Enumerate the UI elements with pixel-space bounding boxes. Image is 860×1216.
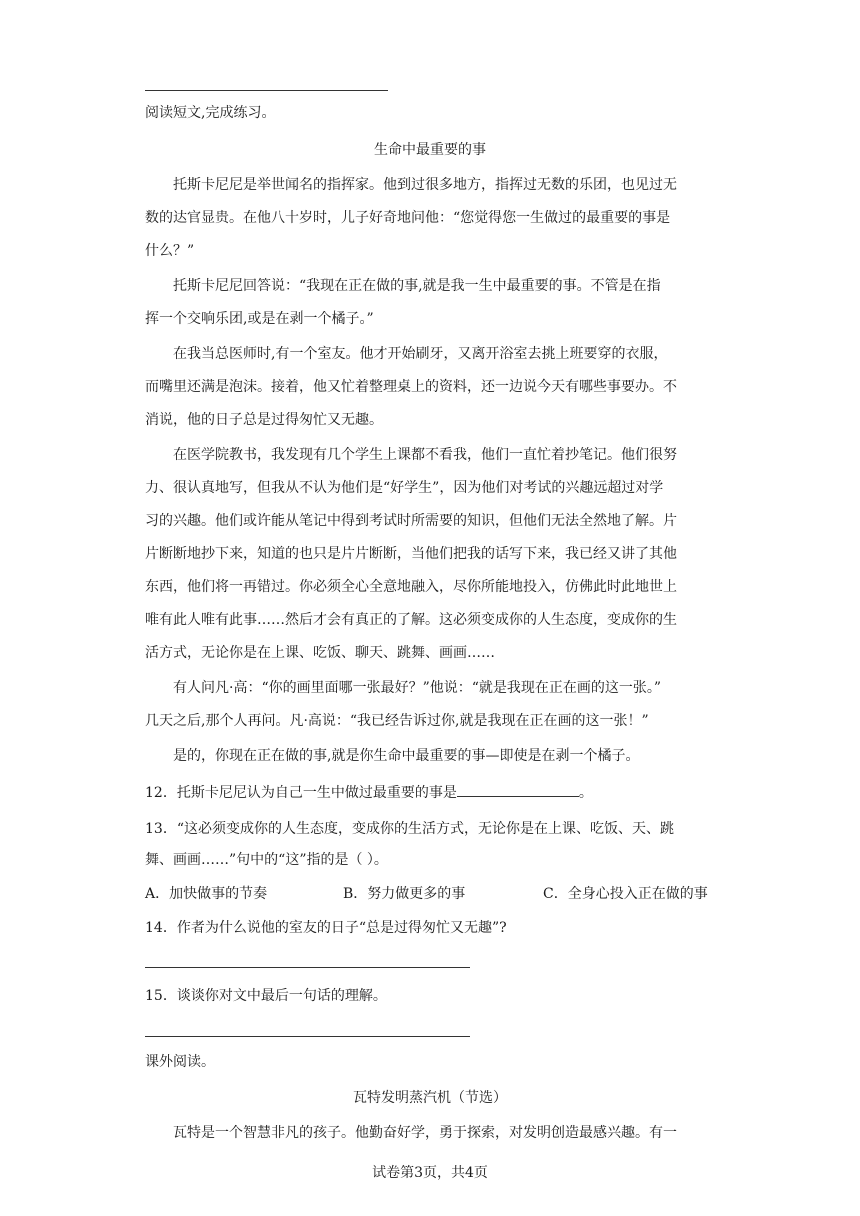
- option-c[interactable]: C．全身心投入正在做的事: [543, 886, 708, 902]
- passage-line: 挥一个交响乐团,或是在剥一个橘子。”: [145, 311, 374, 327]
- passage-line: 习的兴趣。他们或许能从笔记中得到考试时所需要的知识，但他们无法全然地了解。片: [145, 513, 677, 529]
- passage-line: 力、很认真地写，但我从不认为他们是“好学生”，因为他们对考试的兴趣远超过对学: [145, 480, 664, 496]
- reading-instruction: 阅读短文,完成练习。: [145, 105, 276, 121]
- passage-line: 消说，他的日子总是过得匆忙又无趣。: [145, 412, 383, 428]
- question-14: 14．作者为什么说他的室友的日子“总是过得匆忙又无趣”?: [145, 920, 507, 936]
- answer-line[interactable]: [145, 967, 470, 968]
- question-12: [145, 782, 717, 803]
- passage-line: 活方式，无论你是在上课、吃饭、聊天、跳舞、画画……: [145, 645, 495, 661]
- passage-line: 片断断地抄下来，知道的也只是片片断断，当他们把我的话写下来，我已经又讲了其他: [145, 546, 677, 562]
- passage-line: 托斯卡尼尼是举世闻名的指挥家。他到过很多地方，指挥过无数的乐团，也见过无: [173, 177, 677, 193]
- passage-line: 东西，他们将一再错过。你必须全心全意地融入，尽你所能地投入，仿佛此时此地世上: [145, 579, 677, 595]
- question-15: 15．谈谈你对文中最后一句话的理解。: [145, 988, 387, 1004]
- passage-line: 而嘴里还满是泡沫。接着，他又忙着整理桌上的资料，还一边说今天有哪些事要办。不: [145, 379, 677, 395]
- passage-line: 在医学院教书，我发现有几个学生上课都不看我，他们一直忙着抄笔记。他们很努: [173, 447, 677, 463]
- answer-blank[interactable]: [457, 782, 579, 797]
- passage-line: 几天之后,那个人再问。凡·高说：“我已经告诉过你,就是我现在正在画的这一张！”: [145, 713, 649, 729]
- top-rule: [145, 90, 388, 91]
- question-13-line2: 舞、画画……”句中的“这”指的是（ ）。: [145, 852, 388, 868]
- passage-line: 数的达官显贵。在他八十岁时，儿子好奇地问他：“您觉得您一生做过的最重要的事是: [145, 210, 671, 226]
- question-13-line1: 13．“这必须变成你的人生态度，变成你的生活方式，无论你是在上课、吃饭、天、跳: [145, 821, 674, 837]
- answer-line[interactable]: [145, 1036, 470, 1037]
- passage-line: 唯有此人唯有此事……然后才会有真正的了解。这必须变成你的人生态度，变成你的生: [145, 612, 677, 628]
- passage-line: 是的，你现在正在做的事,就是你生命中最重要的事—即使是在剥一个橘子。: [173, 748, 640, 764]
- passage-2-line: 瓦特是一个智慧非凡的孩子。他勤奋好学，勇于探索，对发明创造最感兴趣。有一: [173, 1125, 677, 1141]
- passage-2-title: 瓦特发明蒸汽机（节选）: [353, 1090, 507, 1106]
- option-b[interactable]: B．努力做更多的事: [343, 886, 466, 902]
- passage-title: 生命中最重要的事: [374, 142, 486, 158]
- passage-line: 在我当总医师时,有一个室友。他才开始刷牙，又离开浴室去挑上班要穿的衣服，: [173, 346, 668, 362]
- passage-line: 托斯卡尼尼回答说：“我现在正在做的事,就是我一生中最重要的事。不管是在指: [173, 278, 661, 294]
- passage-line: 有人问凡·高：“你的画里面哪一张最好？”他说：“就是我现在正在画的这一张。”: [173, 680, 662, 696]
- page-footer: 试卷第3页，共4页: [372, 1165, 488, 1181]
- question-12-text: 12．托斯卡尼尼认为自己一生中做过最重要的事是: [145, 785, 457, 801]
- extracurricular-instruction: 课外阅读。: [145, 1054, 215, 1070]
- question-12-end: 。: [578, 785, 593, 801]
- option-a[interactable]: A．加快做事的节奏: [145, 886, 268, 902]
- passage-line: 什么？”: [145, 243, 195, 259]
